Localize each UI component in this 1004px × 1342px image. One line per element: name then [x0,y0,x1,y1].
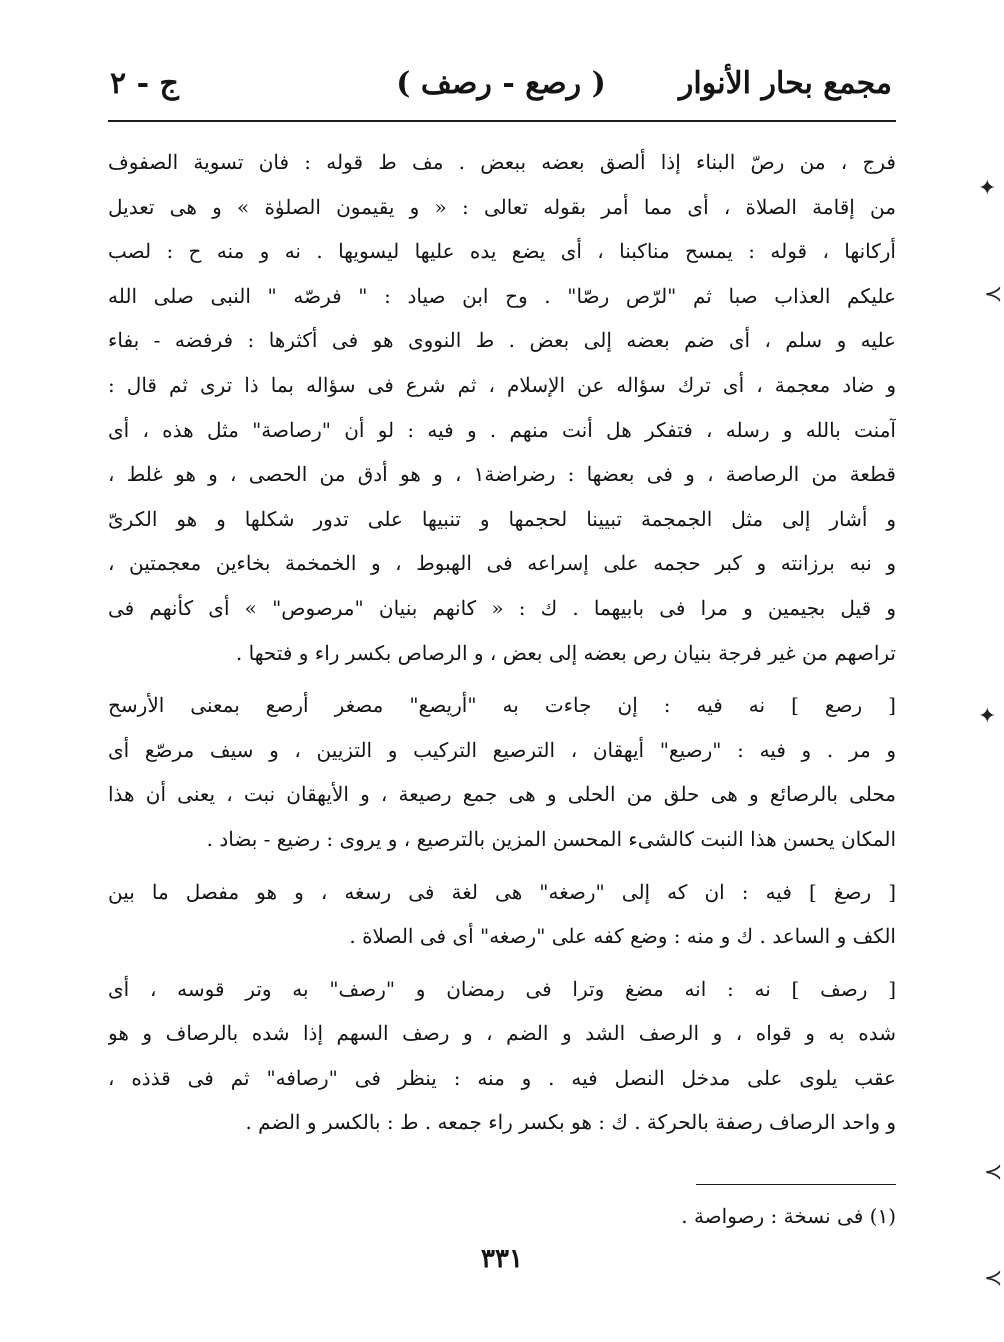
text-line: [ رصف ] نه : انه مضغ وترا فى رمضان و "رصف" به وتر قوسه ، أى [108,976,896,1001]
text-line: آمنت بالله و رسله ، فتفكر هل أنت منهم . و فيه : لو أن "رصاصة" مثل هذه ، أى [108,417,896,442]
margin-mark-icon: ✦ [978,704,997,729]
page-number: ٣٣١ [481,1244,523,1274]
paragraph [108,870,896,959]
header-rule [108,120,896,122]
text-line: و واحد الرصاف رصفة بالحركة . ك : هو بكسر راء جمعه . ط : بالكسر و الضم . [245,1110,896,1135]
margin-mark-icon: ✦ [978,176,997,201]
text-line: شده به و قواه ، و الرصف الشد و الضم ، و رصف السهم إذا شده بالرصاف و هو [108,1021,896,1046]
text-line: من إقامة الصلاة ، أى مما أمر بقوله تعالى : « و يقيمون الصلوٰة » و هى تعديل [108,194,896,219]
text-line: أركانها ، قوله : يمسح مناكبنا ، أى يضع يده عليها ليسويها . نه و منه ح : لصب [108,239,896,264]
text-line: عليكم العذاب صبا ثم "لرّص رصّا" . وح ابن صياد : " فرصّه " النبى صلى الله [108,283,896,308]
text-line: و نبه برزانته و كبر حجمه على إسراعه فى الهبوط ، و الخمخمة بخاءين معجمتين ، [108,551,896,576]
margin-mark-icon: ≺ [984,1266,1003,1291]
text-line: و قيل بجيمين و مرا فى بابيهما . ك : « كانهم بنيان "مرصوص" » أى كأنهم فى [108,595,896,620]
text-line: و أشار إلى مثل الجمجمة تبيينا لحجمها و تنبيها على تدور شكلها و هو الكرىّ [108,506,896,531]
text-line: قطعة من الرصاصة ، و فى بعضها : رضراضة١ ، و هو أدق من الحصى ، و هو غلط ، [108,462,896,487]
text-line: و مر . و فيه : "رصيع" أيهقان ، الترصيع التركيب و التزيين ، و سيف مرصّع أى [108,737,896,762]
margin-mark-icon: ≺ [984,1160,1003,1185]
entry-range: ( رصع - رصف ) [396,66,606,101]
paragraph [108,140,896,675]
text-line: تراصهم من غير فرجة بنيان رص بعضه إلى بعض ، و الرصاص بكسر راء و فتحها . [235,640,896,665]
text-line: عقب يلوى على مدخل النصل فيه . و منه : ينظر فى "رصافه" ثم فى قذذه ، [108,1065,896,1090]
text-line: [ رصع ] نه فيه : إن جاءت به "أريصع" مصغر أرصع بمعنى الأرسح [108,693,896,718]
paragraph [108,683,896,861]
text-line: فرج ، من رصّ البناء إذا ألصق بعضه ببعض . مف ط قوله : فان تسوية الصفوف [108,150,896,174]
footnote: (١) فى نسخة : رصواصة . [681,1204,896,1228]
text-line: الكف و الساعد . ك و منه : وضع كفه على "رصغه" أى فى الصلاة . [349,924,896,949]
text-line: المكان يحسن هذا النبت كالشىء المحسن المزين بالترصيع ، و يروى : رضيع - بضاد . [206,826,896,851]
text-line: و ضاد معجمة ، أى ترك سؤاله عن الإسلام ، ثم شرع فى سؤاله بما ذا ترى ثم قال : [108,372,896,397]
footnote-rule [696,1184,896,1185]
text-line: [ رصغ ] فيه : ان كه إلى "رصغه" هى لغة فى رسغه ، و هو مفصل ما بين [108,879,896,904]
margin-mark-icon: ≺ [984,282,1003,307]
volume-number: ج - ٢ [110,66,179,101]
body-text [108,140,896,1145]
paragraph [108,967,896,1145]
text-line: محلى بالرصائع و هى حلق من الحلى و هى جمع رصيعة ، و الأيهقان نبت ، يعنى أن هذا [108,782,896,807]
running-header [110,64,892,114]
book-title: مجمع بحار الأنوار [678,66,892,101]
text-line: عليه و سلم ، أى ضم بعضه إلى بعض . ط النووى هو فى أكثرها : فرفضه - بفاء [108,328,896,353]
